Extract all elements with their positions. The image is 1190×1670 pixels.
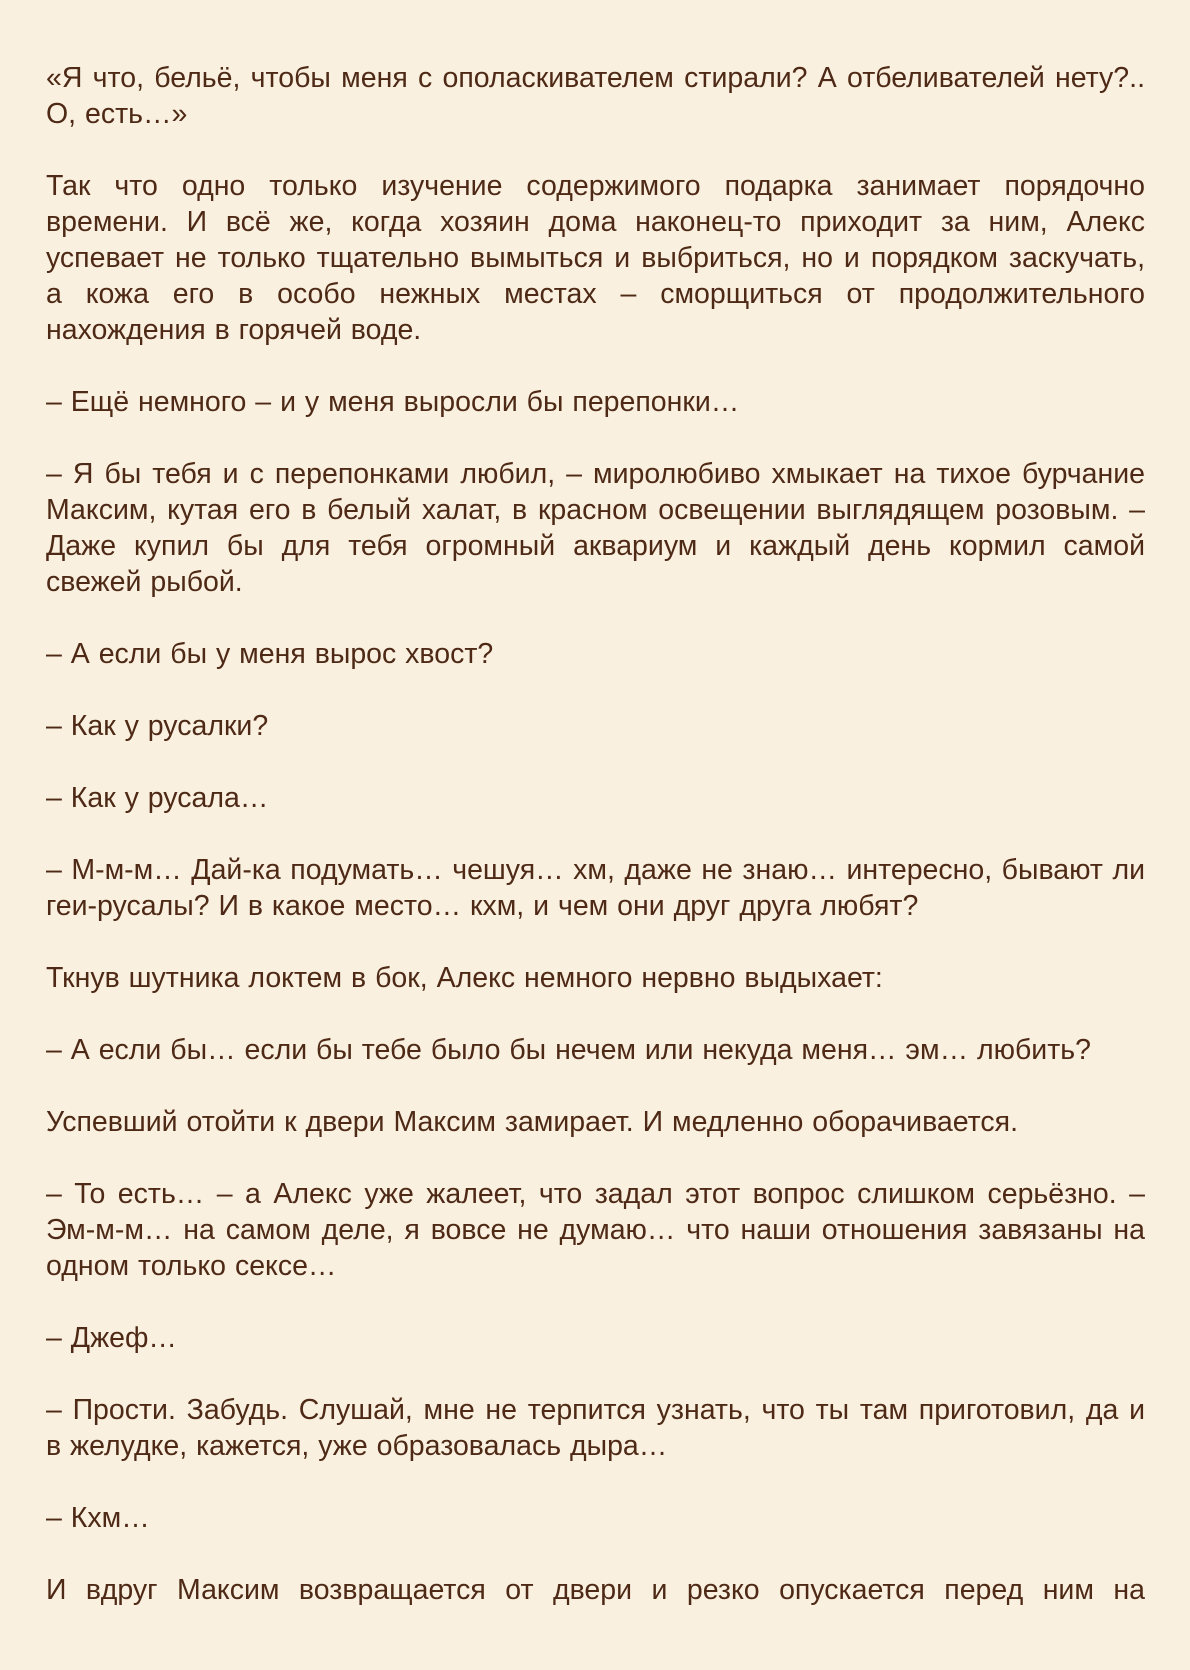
paragraph-6: – Как у русалки?	[46, 710, 269, 742]
paragraph-3: – Ещё немного – и у меня выросли бы перепонки…	[46, 386, 740, 418]
paragraph-10: – А если бы… если бы тебе было бы нечем или некуда меня… эм… любить?	[46, 1034, 1091, 1066]
paragraph-1: «Я что, бельё, чтобы меня с ополаскивателем стирали? А отбеливателей нету?.. О, есть…»	[46, 62, 1145, 130]
paragraph-7: – Как у русала…	[46, 782, 269, 814]
paragraph-12: – То есть… – а Алекс уже жалеет, что задал этот вопрос слишком серьёзно. – Эм-м-м… на самом деле, я вовсе не думаю… что наши отношения завязаны на одном только сексе…	[46, 1178, 1145, 1282]
paragraph-13: – Джеф…	[46, 1322, 177, 1354]
paragraph-16: И вдруг Максим возвращается от двери и резко опускается перед ним на	[46, 1574, 1145, 1606]
paragraph-11: Успевший отойти к двери Максим замирает. И медленно оборачивается.	[46, 1106, 1018, 1138]
paragraph-15: – Кхм…	[46, 1502, 150, 1534]
paragraph-8: – М-м-м… Дай-ка подумать… чешуя… хм, даже не знаю… интересно, бывают ли геи-русалы? И в какое место… кхм, и чем они друг друга любят?	[46, 854, 1145, 922]
paragraph-5: – А если бы у меня вырос хвост?	[46, 638, 494, 670]
paragraph-14: – Прости. Забудь. Слушай, мне не терпится узнать, что ты там приготовил, да и в желудке, кажется, уже образовалась дыра…	[46, 1394, 1145, 1462]
paragraph-4: – Я бы тебя и с перепонками любил, – миролюбиво хмыкает на тихое бурчание Максим, кутая его в белый халат, в красном освещении выглядящем розовым. – Даже купил бы для тебя огромный аквариум и каждый день кормил самой свежей рыбой.	[46, 458, 1145, 598]
paragraph-2: Так что одно только изучение содержимого подарка занимает порядочно времени. И всё же, когда хозяин дома наконец-то приходит за ним, Алекс успевает не только тщательно вымыться и выбриться, но и порядком заскучать, а кожа его в особо нежных местах – сморщиться от продолжительного нахождения в горячей воде.	[46, 170, 1145, 346]
paragraph-9: Ткнув шутника локтем в бок, Алекс немного нервно выдыхает:	[46, 962, 883, 994]
